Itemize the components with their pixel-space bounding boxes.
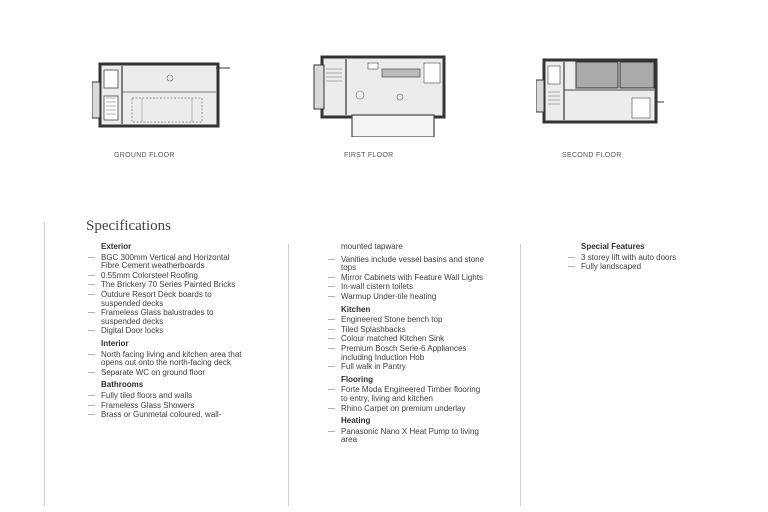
list-item: — Full walk in Pantry <box>328 363 488 372</box>
second-floor-plan <box>536 58 666 130</box>
list-item: — 0.55mm Colorsteel Roofing <box>88 272 243 281</box>
bathrooms-continued-list <box>328 256 488 302</box>
list-item: — 3 storey lift with auto doors <box>568 254 718 263</box>
section-heading-flooring: Flooring <box>341 374 373 384</box>
section-heading-interior: Interior <box>101 338 129 348</box>
section-heading-exterior: Exterior <box>101 242 132 251</box>
interior-list <box>88 351 243 378</box>
list-item: — Forte Moda Engineered Timber flooring to entry, living and kitchen <box>328 386 488 403</box>
section-heading-heating: Heating <box>341 416 371 426</box>
kitchen-list <box>328 316 488 372</box>
list-item: — North facing living and kitchen area that opens out onto the north-facing deck <box>88 351 243 368</box>
ground-floor-plan <box>92 62 232 130</box>
list-item: — Colour matched Kitchen Sink <box>328 335 488 344</box>
list-item: — Mirror Cabinets with Feature Wall Lights <box>328 274 488 283</box>
exterior-list <box>88 254 243 336</box>
ground-floor-label: GROUND FLOOR <box>114 152 175 159</box>
bathrooms-list <box>88 392 243 420</box>
list-item: — In-wall cistern toilets <box>328 283 488 292</box>
section-heading-kitchen: Kitchen <box>341 304 371 314</box>
list-item: — Vanities include vessel basins and stone tops <box>328 256 488 273</box>
divider-middle <box>288 244 289 506</box>
list-item: — Frameless Glass balustrades to suspended decks <box>88 309 243 326</box>
first-floor-label: FIRST FLOOR <box>344 152 394 159</box>
flooring-list <box>328 386 488 413</box>
divider-left <box>44 222 45 506</box>
specifications-heading: Specifications <box>86 218 171 234</box>
section-heading-bathrooms: Bathrooms <box>101 380 144 390</box>
section-heading-special-features: Special Features <box>581 242 645 251</box>
list-item: — Brass or Gunmetal coloured, wall- <box>88 411 243 420</box>
list-item: — BGC 300mm Vertical and Horizontal Fibre Cement weatherboards <box>88 254 243 271</box>
spec-column-1 <box>88 243 243 424</box>
list-item: — The Brickery 70 Series Painted Bricks <box>88 281 243 290</box>
continued-text: mounted tapware <box>341 242 403 251</box>
list-item: — Fully landscaped <box>568 263 718 272</box>
heating-list <box>328 428 488 445</box>
special-features-list <box>568 254 718 272</box>
list-item: — Panasonic Nano X Heat Pump to living area <box>328 428 488 445</box>
list-item: — Engineered Stone bench top <box>328 316 488 325</box>
spec-column-3 <box>568 243 718 276</box>
list-item: — Tiled Splashbacks <box>328 326 488 335</box>
spec-column-2 <box>328 243 488 449</box>
list-item: — Premium Bosch Serie-6 Appliances including Induction Hob <box>328 345 488 362</box>
divider-right <box>520 244 521 506</box>
list-item: — Outdure Resort Deck boards to suspended decks <box>88 291 243 308</box>
list-item: — Fully tiled floors and walls <box>88 392 243 401</box>
list-item: — Warmup Under-tile heating <box>328 293 488 302</box>
list-item: — Rhino Carpet on premium underlay <box>328 405 488 414</box>
list-item: — Frameless Glass Showers <box>88 402 243 411</box>
second-floor-label: SECOND FLOOR <box>562 152 622 159</box>
first-floor-plan <box>312 55 452 137</box>
list-item: — Separate WC on ground floor <box>88 369 243 378</box>
list-item: — Digital Door locks <box>88 327 243 336</box>
